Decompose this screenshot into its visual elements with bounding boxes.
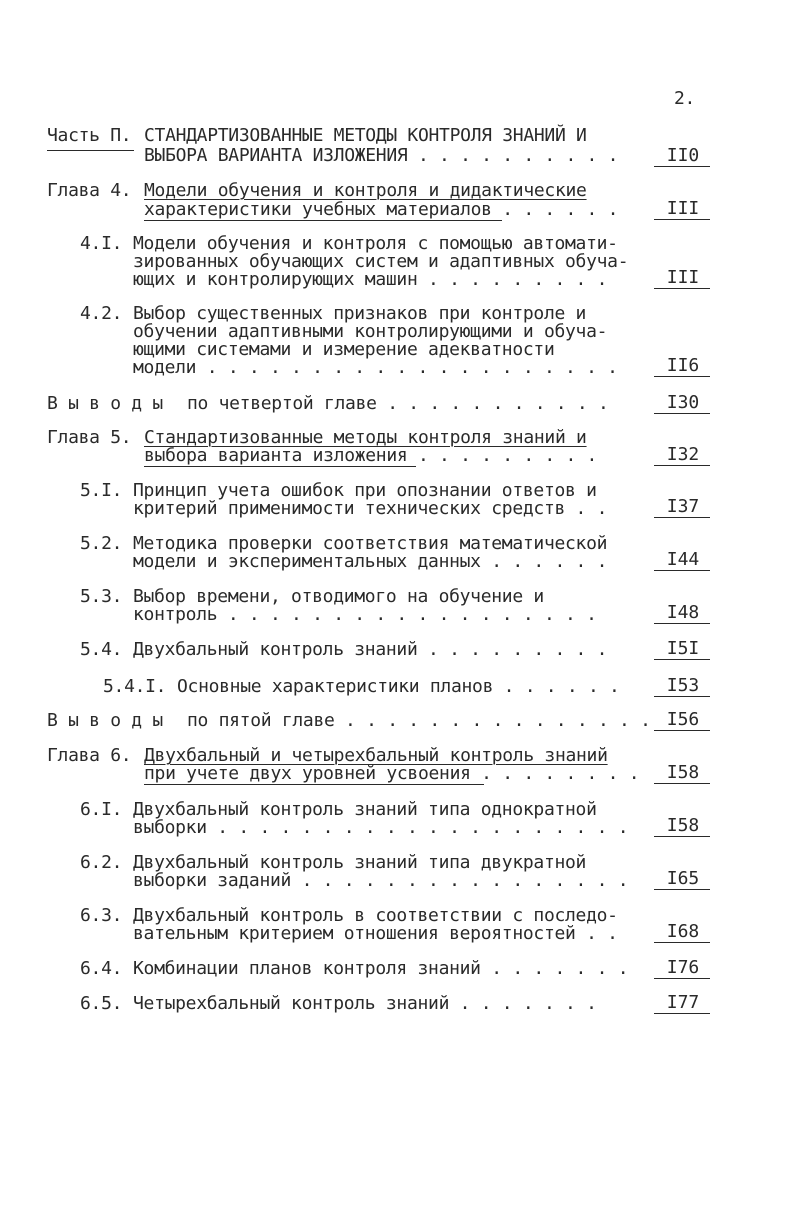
entry-title-line: ющих и контролирующих машин . . . . . . . . .: [133, 269, 608, 290]
entry-title-line: Комбинации планов контроля знаний . . . . . . .: [133, 958, 629, 979]
entry-label: В ы в о д ы: [47, 393, 163, 414]
entry-label: Глава 5.: [47, 427, 132, 448]
entry-title-line: контроль . . . . . . . . . . . . . . . . . .: [133, 604, 597, 625]
entry-page-number: I56: [666, 709, 700, 730]
entry-title-line: Четырехбальный контроль знаний . . . . . . .: [133, 993, 597, 1014]
entry-label: В ы в о д ы: [47, 710, 163, 731]
entry-title-line: Двухбальный контроль в соответствии с последо-: [133, 905, 618, 926]
entry-label: 5.3.: [80, 586, 123, 607]
entry-page-number: I68: [666, 921, 700, 942]
entry-label: 5.I.: [80, 480, 123, 501]
entry-title-line: вательным критерием отношения вероятностей . .: [133, 923, 618, 944]
entry-title-line: ющими системами и измерение адекватности: [133, 339, 555, 360]
entry-title-line: зированных обучающих систем и адаптивных обуча-: [133, 251, 629, 272]
entry-label: 6.5.: [80, 993, 123, 1014]
entry-page-number: I48: [666, 602, 700, 623]
entry-title-line: при учете двух уровней усвоения . . . . . . . .: [144, 763, 640, 784]
page-number: 2.: [674, 88, 696, 109]
entry-page-number: II0: [666, 145, 700, 166]
entry-title-line: модели . . . . . . . . . . . . . . . . . . . .: [133, 357, 618, 378]
entry-label: 6.2.: [80, 852, 123, 873]
entry-page-number: II6: [666, 355, 700, 376]
entry-title-line: Двухбальный контроль знаний типа двукратной: [133, 852, 587, 873]
entry-label: 5.4.I.: [103, 676, 167, 697]
entry-page-number: I58: [666, 762, 700, 783]
entry-label: 6.I.: [80, 799, 123, 820]
entry-title-line: выбора варианта изложения . . . . . . . . .: [144, 445, 598, 466]
entry-label: 4.I.: [80, 233, 123, 254]
entry-page-number: I37: [666, 496, 700, 517]
entry-title-line: Принцип учета ошибок при опознании ответов и: [133, 480, 597, 501]
entry-title-line: критерий применимости технических средств . .: [133, 498, 608, 519]
entry-page-number: I53: [666, 675, 700, 696]
entry-label: 6.3.: [80, 905, 123, 926]
entry-title-line: Двухбальный контроль знаний типа однократной: [133, 799, 597, 820]
entry-title-line: СТАНДАРТИЗОВАННЫЕ МЕТОДЫ КОНТРОЛЯ ЗНАНИЙ И: [144, 125, 587, 146]
entry-page-number: I77: [666, 992, 700, 1013]
entry-label: 5.2.: [80, 533, 123, 554]
entry-page-number: I65: [666, 868, 700, 889]
entry-label: Глава 6.: [47, 745, 132, 766]
entry-page-number: I58: [666, 815, 700, 836]
entry-title-line: ВЫБОРА ВАРИАНТА ИЗЛОЖЕНИЯ . . . . . . . . . .: [144, 145, 619, 166]
entry-title-line: Двухбальный и четырехбальный контроль знаний: [144, 745, 608, 766]
entry-label: 5.4.: [80, 639, 123, 660]
entry-page-number: I32: [666, 444, 700, 465]
entry-title-line: Основные характеристики планов . . . . . .: [177, 676, 620, 697]
entry-label: Часть П.: [47, 125, 132, 146]
entry-page-number: I5I: [666, 638, 700, 659]
entry-title-line: Выбор времени, отводимого на обучение и: [133, 586, 544, 607]
entry-title-line: по пятой главе . . . . . . . . . . . . . . .: [187, 710, 651, 731]
entry-label: Глава 4.: [47, 180, 132, 201]
entry-title-line: обучении адаптивными контролирующими и обуча-: [133, 321, 608, 342]
entry-title-line: характеристики учебных материалов . . . . . .: [144, 199, 619, 220]
entry-title-line: выборки заданий . . . . . . . . . . . . . . . .: [133, 870, 629, 891]
entry-title-line: по четвертой главе . . . . . . . . . . .: [187, 393, 609, 414]
entry-title-line: Модели обучения и контроля с помощью автомати-: [133, 233, 618, 254]
entry-page-number: I44: [666, 549, 700, 570]
entry-page-number: I30: [666, 392, 700, 413]
entry-page-number: I76: [666, 957, 700, 978]
entry-title-line: Стандартизованные методы контроля знаний и: [144, 427, 587, 448]
entry-title-line: выборки . . . . . . . . . . . . . . . . . . . .: [133, 817, 629, 838]
entry-label: 4.2.: [80, 303, 123, 324]
entry-title-line: Модели обучения и контроля и дидактические: [144, 180, 587, 201]
entry-title-line: Методика проверки соответствия математической: [133, 533, 608, 554]
entry-title-line: модели и экспериментальных данных . . . . . .: [133, 551, 608, 572]
entry-page-number: III: [666, 198, 700, 219]
entry-page-number: III: [666, 267, 700, 288]
entry-title-line: Двухбальный контроль знаний . . . . . . . . .: [133, 639, 608, 660]
entry-label: 6.4.: [80, 958, 123, 979]
entry-title-line: Выбор существенных признаков при контроле и: [133, 303, 587, 324]
